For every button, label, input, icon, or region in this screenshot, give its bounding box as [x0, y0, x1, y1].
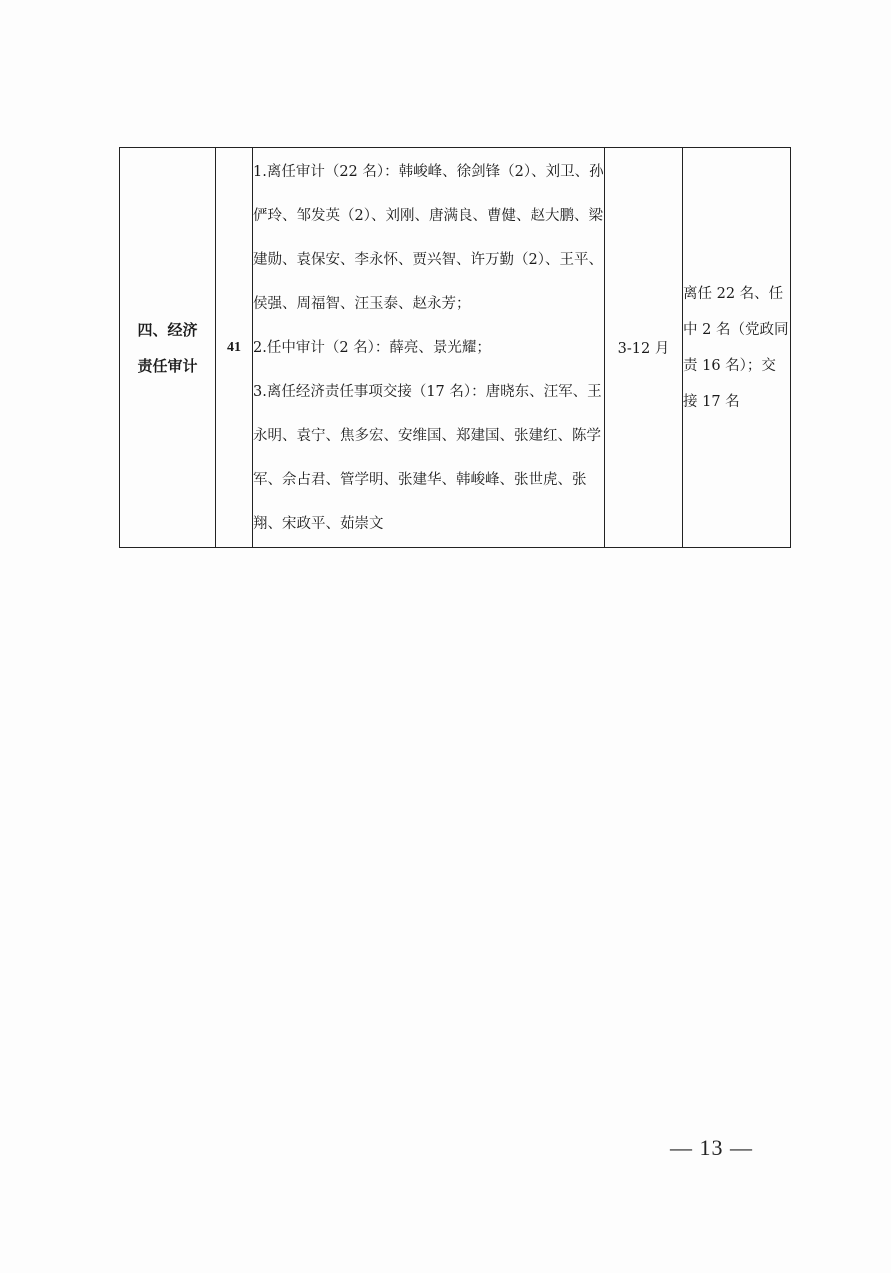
page-number: — 13 — [670, 1135, 753, 1160]
note-cell: 离任 22 名、任中 2 名（党政同责 16 名）；交接 17 名 [683, 148, 791, 548]
count-cell: 41 [216, 148, 253, 548]
time-cell: 3-12 月 [605, 148, 683, 548]
table-row [120, 148, 791, 548]
category-label-line2: 责任审计 [137, 356, 198, 375]
category-cell [120, 148, 216, 548]
content-cell [253, 148, 605, 548]
content-item-midterm-audit: 2.任中审计（2 名）：薛亮、景光耀； [253, 339, 491, 356]
content-item-handover: 3.离任经济责任事项交接（17 名）：唐晓东、汪军、王永明、袁宁、焦多宏、安维国、郑建国、张建红、陈学军、佘占君、管学明、张建华、韩峻峰、张世虎、张翔、宋政平、茹崇文 [253, 383, 602, 532]
content-item-departure-audit: 1.离任审计（22 名）：韩峻峰、徐剑锋（2）、刘卫、孙俨玲、邹发英（2）、刘刚、唐满良、曹健、赵大鹏、梁建勋、袁保安、李永怀、贾兴智、许万勤（2）、王平、侯强、周福智、汪玉泰、赵永芳； [253, 163, 604, 312]
audit-plan-table [119, 147, 791, 548]
category-label-line1: 四、经济 [137, 320, 198, 339]
